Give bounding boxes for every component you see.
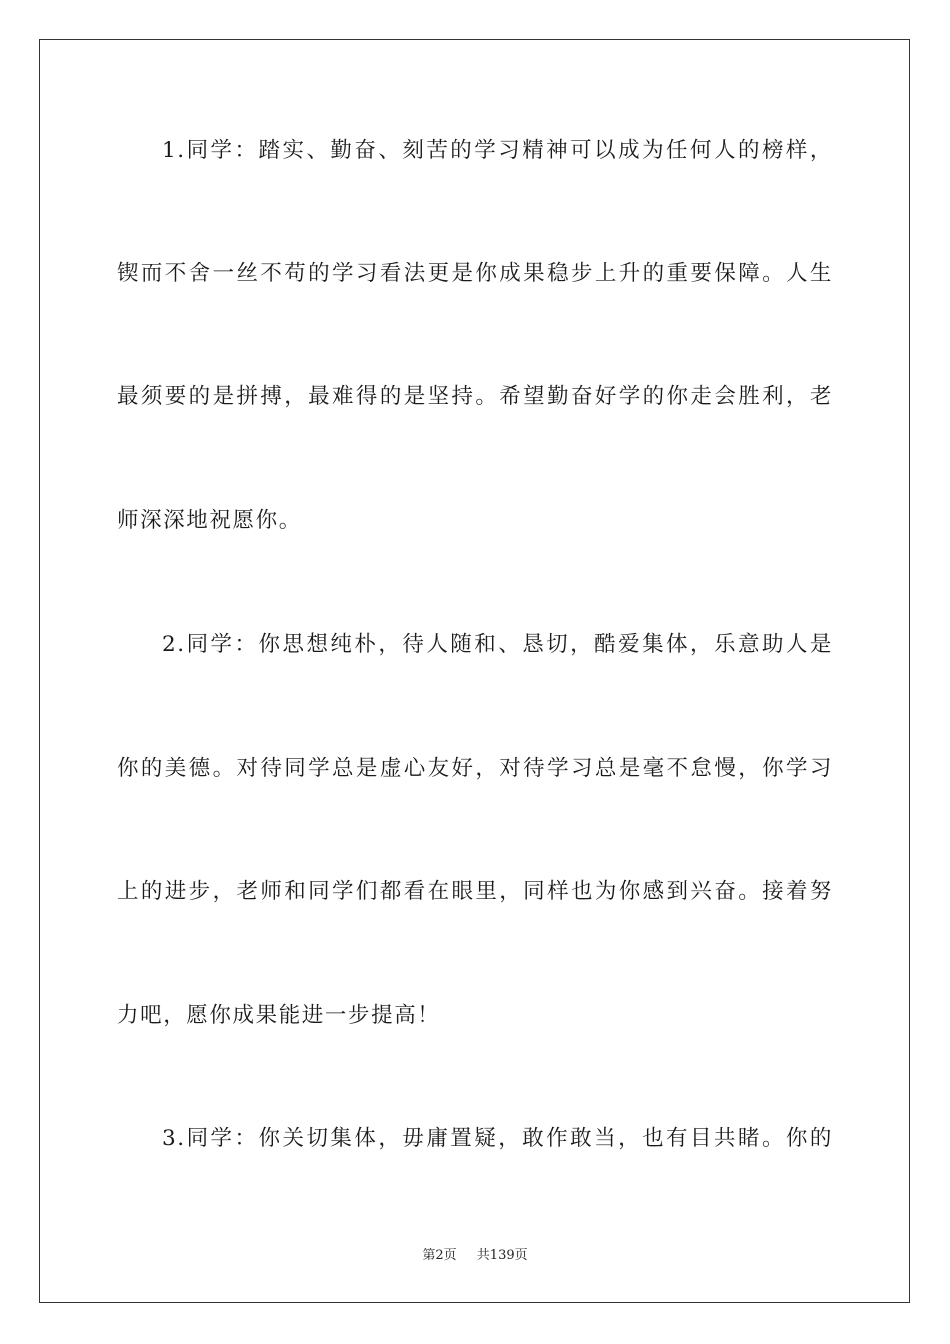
- paragraph-2-line-1: 2.同学：你思想纯朴，待人随和、恳切，酷爱集体，乐意助人是: [162, 632, 833, 657]
- page-number: 第2页: [422, 1248, 457, 1263]
- paragraph-1-line-1: 1.同学：踏实、勤奋、刻苦的学习精神可以成为任何人的榜样，: [162, 138, 833, 163]
- page-footer: [0, 1247, 950, 1265]
- paragraph-1-line-3: 最须要的是拼搏，最难得的是坚持。希望勤奋好学的你走会胜利，老: [117, 384, 833, 409]
- paragraph-3-line-1: 3.同学：你关切集体，毋庸置疑，敢作敢当，也有目共睹。你的: [162, 1126, 833, 1151]
- paragraph-2-line-4: 力吧，愿你成果能进一步提高！: [117, 1003, 441, 1028]
- paragraph-2-line-2: 你的美德。对待同学总是虚心友好，对待学习总是毫不怠慢，你学习: [117, 756, 833, 781]
- paragraph-1-line-2: 锲而不舍一丝不苟的学习看法更是你成果稳步上升的重要保障。人生: [117, 261, 833, 286]
- paragraph-1-line-4: 师深深地祝愿你。: [117, 508, 302, 533]
- page-total: 共139页: [476, 1248, 528, 1263]
- page-frame: [39, 39, 910, 1303]
- paragraph-2-line-3: 上的进步，老师和同学们都看在眼里，同样也为你感到兴奋。接着努: [117, 879, 833, 904]
